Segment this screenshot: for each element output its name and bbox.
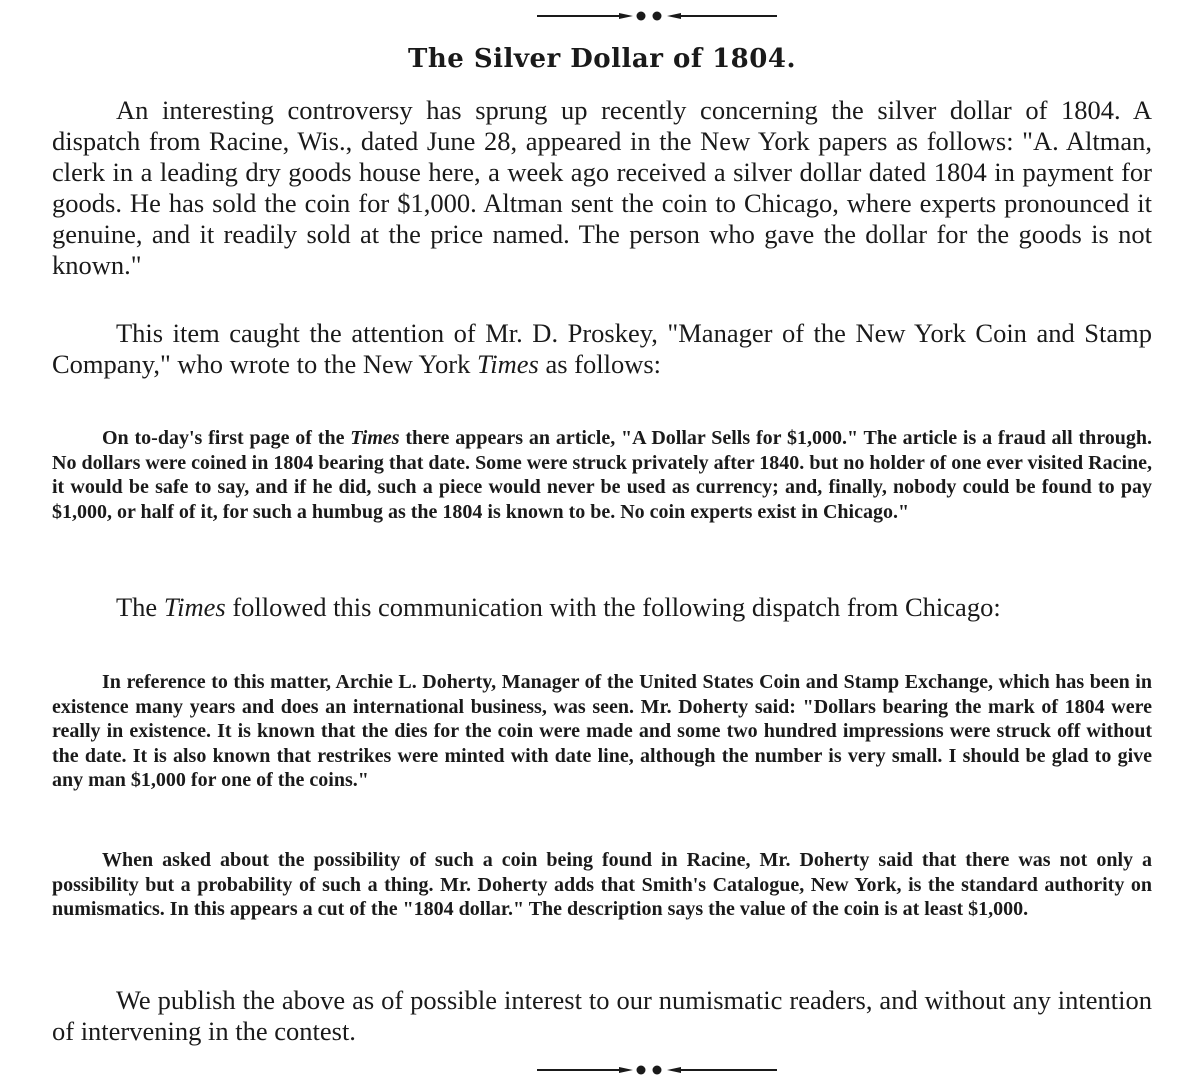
paragraph-2-end: as follows:	[538, 349, 662, 379]
quote-doherty: In reference to this matter, Archie L. Doherty, Manager of the United States Coin and Stamp Exchange, which has been in existence many years and does an international business, was seen. Mr. Doherty said: "Dollars bearing the mark of 1804 were really in existence. It is known that the dies for the coin were made and some two hundred impressions were struck off without the date. It is also known that restrikes were minted with date line, although the number is very small. I should be glad to give any man $1,000 for one of the coins."	[52, 671, 1152, 792]
quote-1-start: On to-day's first page of the	[102, 427, 351, 449]
quote-1-rest: there appears an article, "A Dollar Sells for $1,000." The article is a fraud all through. No dollars were coined in 1804 bearing that date. Some were struck privately after 1840. but no holder of one ever visited Racine, it would be safe to say, and if he did, such a piece would never be used as currency; and, finally, nobody could be found to pay $1,000, or half of it, for such a humbug as the 1804 is known to be. No coin experts exist in Chicago."	[52, 427, 1153, 523]
paragraph-3-start: The	[116, 592, 164, 622]
quote-doherty-racine: When asked about the possibility of such a coin being found in Racine, Mr. Doherty said that there was not only a possibility but a probability of such a thing. Mr. Doherty adds that Smith's Catalogue, New York, is the standard authority on numismatics. In this appears a cut of the "1804 dollar." The description says the value of the coin is at least $1,000.	[52, 849, 1152, 921]
bottom-divider-ornament	[537, 1063, 777, 1077]
paragraph-2-italic: Times	[476, 349, 539, 379]
paragraph-times-followup	[52, 592, 1152, 623]
paragraph-racine-dispatch: An interesting controversy has sprung up recently concerning the silver dollar of 1804. A dispatch from Racine, Wis., dated June 28, appeared in the New York papers as follows: "A. Altman, clerk in a leading dry goods house here, a week ago received a silver dollar dated 1804 in payment for goods. He has sold the coin for $1,000. Altman sent the coin to Chicago, where experts pronounced it genuine, and it readily sold at the price named. The person who gave the dollar for the goods is not known."	[52, 95, 1152, 280]
paragraph-proskey-letter	[52, 318, 1152, 380]
paragraph-3-italic: Times	[163, 592, 226, 622]
article-page	[52, 0, 1152, 1085]
paragraph-closing-note: We publish the above as of possible interest to our numismatic readers, and without any intention of intervening in the contest.	[52, 985, 1152, 1046]
paragraph-2-intro: This item caught the attention of Mr. D. Proskey, "Manager of the New York Coin and Stamp Company," who wrote to the New York	[52, 318, 1152, 379]
quote-1-italic: Times	[350, 427, 400, 449]
quote-proskey	[52, 426, 1152, 524]
top-divider-ornament	[537, 9, 777, 23]
article-title: The Silver Dollar of 1804.	[407, 44, 796, 74]
paragraph-3-rest: followed this communication with the following dispatch from Chicago:	[225, 592, 1001, 622]
